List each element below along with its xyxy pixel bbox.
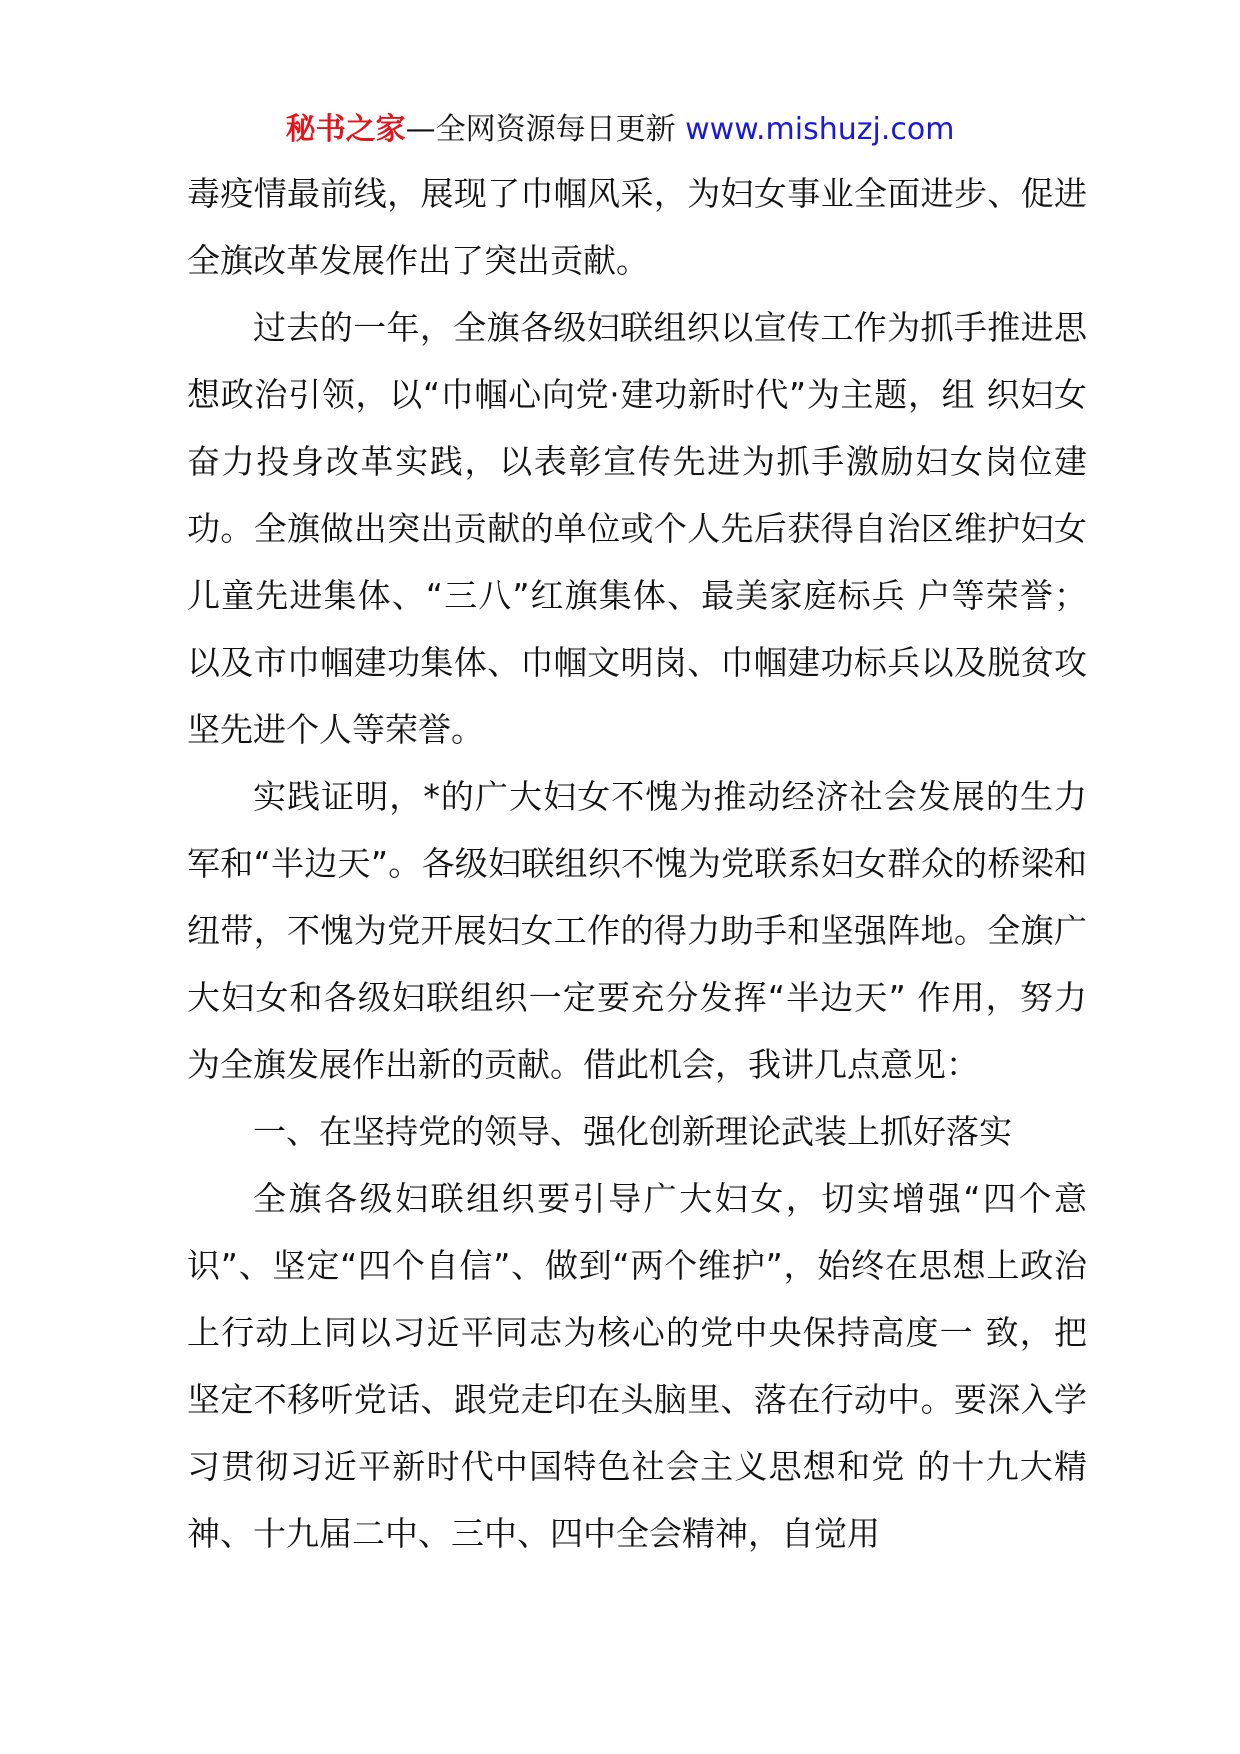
page-header [0,108,1240,152]
paragraph-section-one: 全旗各级妇联组织要引导广大妇女，切实增强“四个意识”、坚定“四个自信”、做到“两个维护”，始终在思想上政治上行动上同以习近平同志为核心的党中央保持高度一 致，把坚定不移听党话、跟党走印在头脑里、落在行动中。要深入学习贯彻习近平新时代中国特色社会主义思想和党 的十九大精神、十九届二中、三中、四中全会精神，自觉用 [187,1179,1087,1553]
paragraph-practice: 实践证明，*的广大妇女不愧为推动经济社会发展的生力军和“半边天”。各级妇联组织不愧为党联系妇女群众的桥梁和纽带，不愧为党开展妇女工作的得力助手和坚强阵地。全旗广大妇女和各级妇联组织一定要充分发挥“半边天” 作用，努力为全旗发展作出新的贡献。借此机会，我讲几点意见： [187,777,1087,1084]
document-body [187,160,1087,1567]
header-slogan: —全网资源每日更新 [405,112,686,147]
paragraph-continuation: 毒疫情最前线，展现了巾帼风采，为妇女事业全面进步、促进全旗改革发展作出了突出贡献。 [187,174,1087,280]
header-brand: 秘书之家 [285,112,406,147]
header-website-link[interactable]: www.mishuzj.com [685,112,955,147]
section-heading: 一、在坚持党的领导、强化创新理论武装上抓好落实 [253,1112,1012,1151]
paragraph-review: 过去的一年，全旗各级妇联组织以宣传工作为抓手推进思想政治引领，以“巾帼心向党·建功新时代”为主题，组 织妇女奋力投身改革实践，以表彰宣传先进为抓手激励妇女岗位建功。全旗做出突出贡献的单位或个人先后获得自治区维护妇女儿童先进集体、“三八”红旗集体、最美家庭标兵 户等荣誉；以及市巾帼建功集体、巾帼文明岗、巾帼建功标兵以及脱贫攻坚先进个人等荣誉。 [187,308,1087,749]
